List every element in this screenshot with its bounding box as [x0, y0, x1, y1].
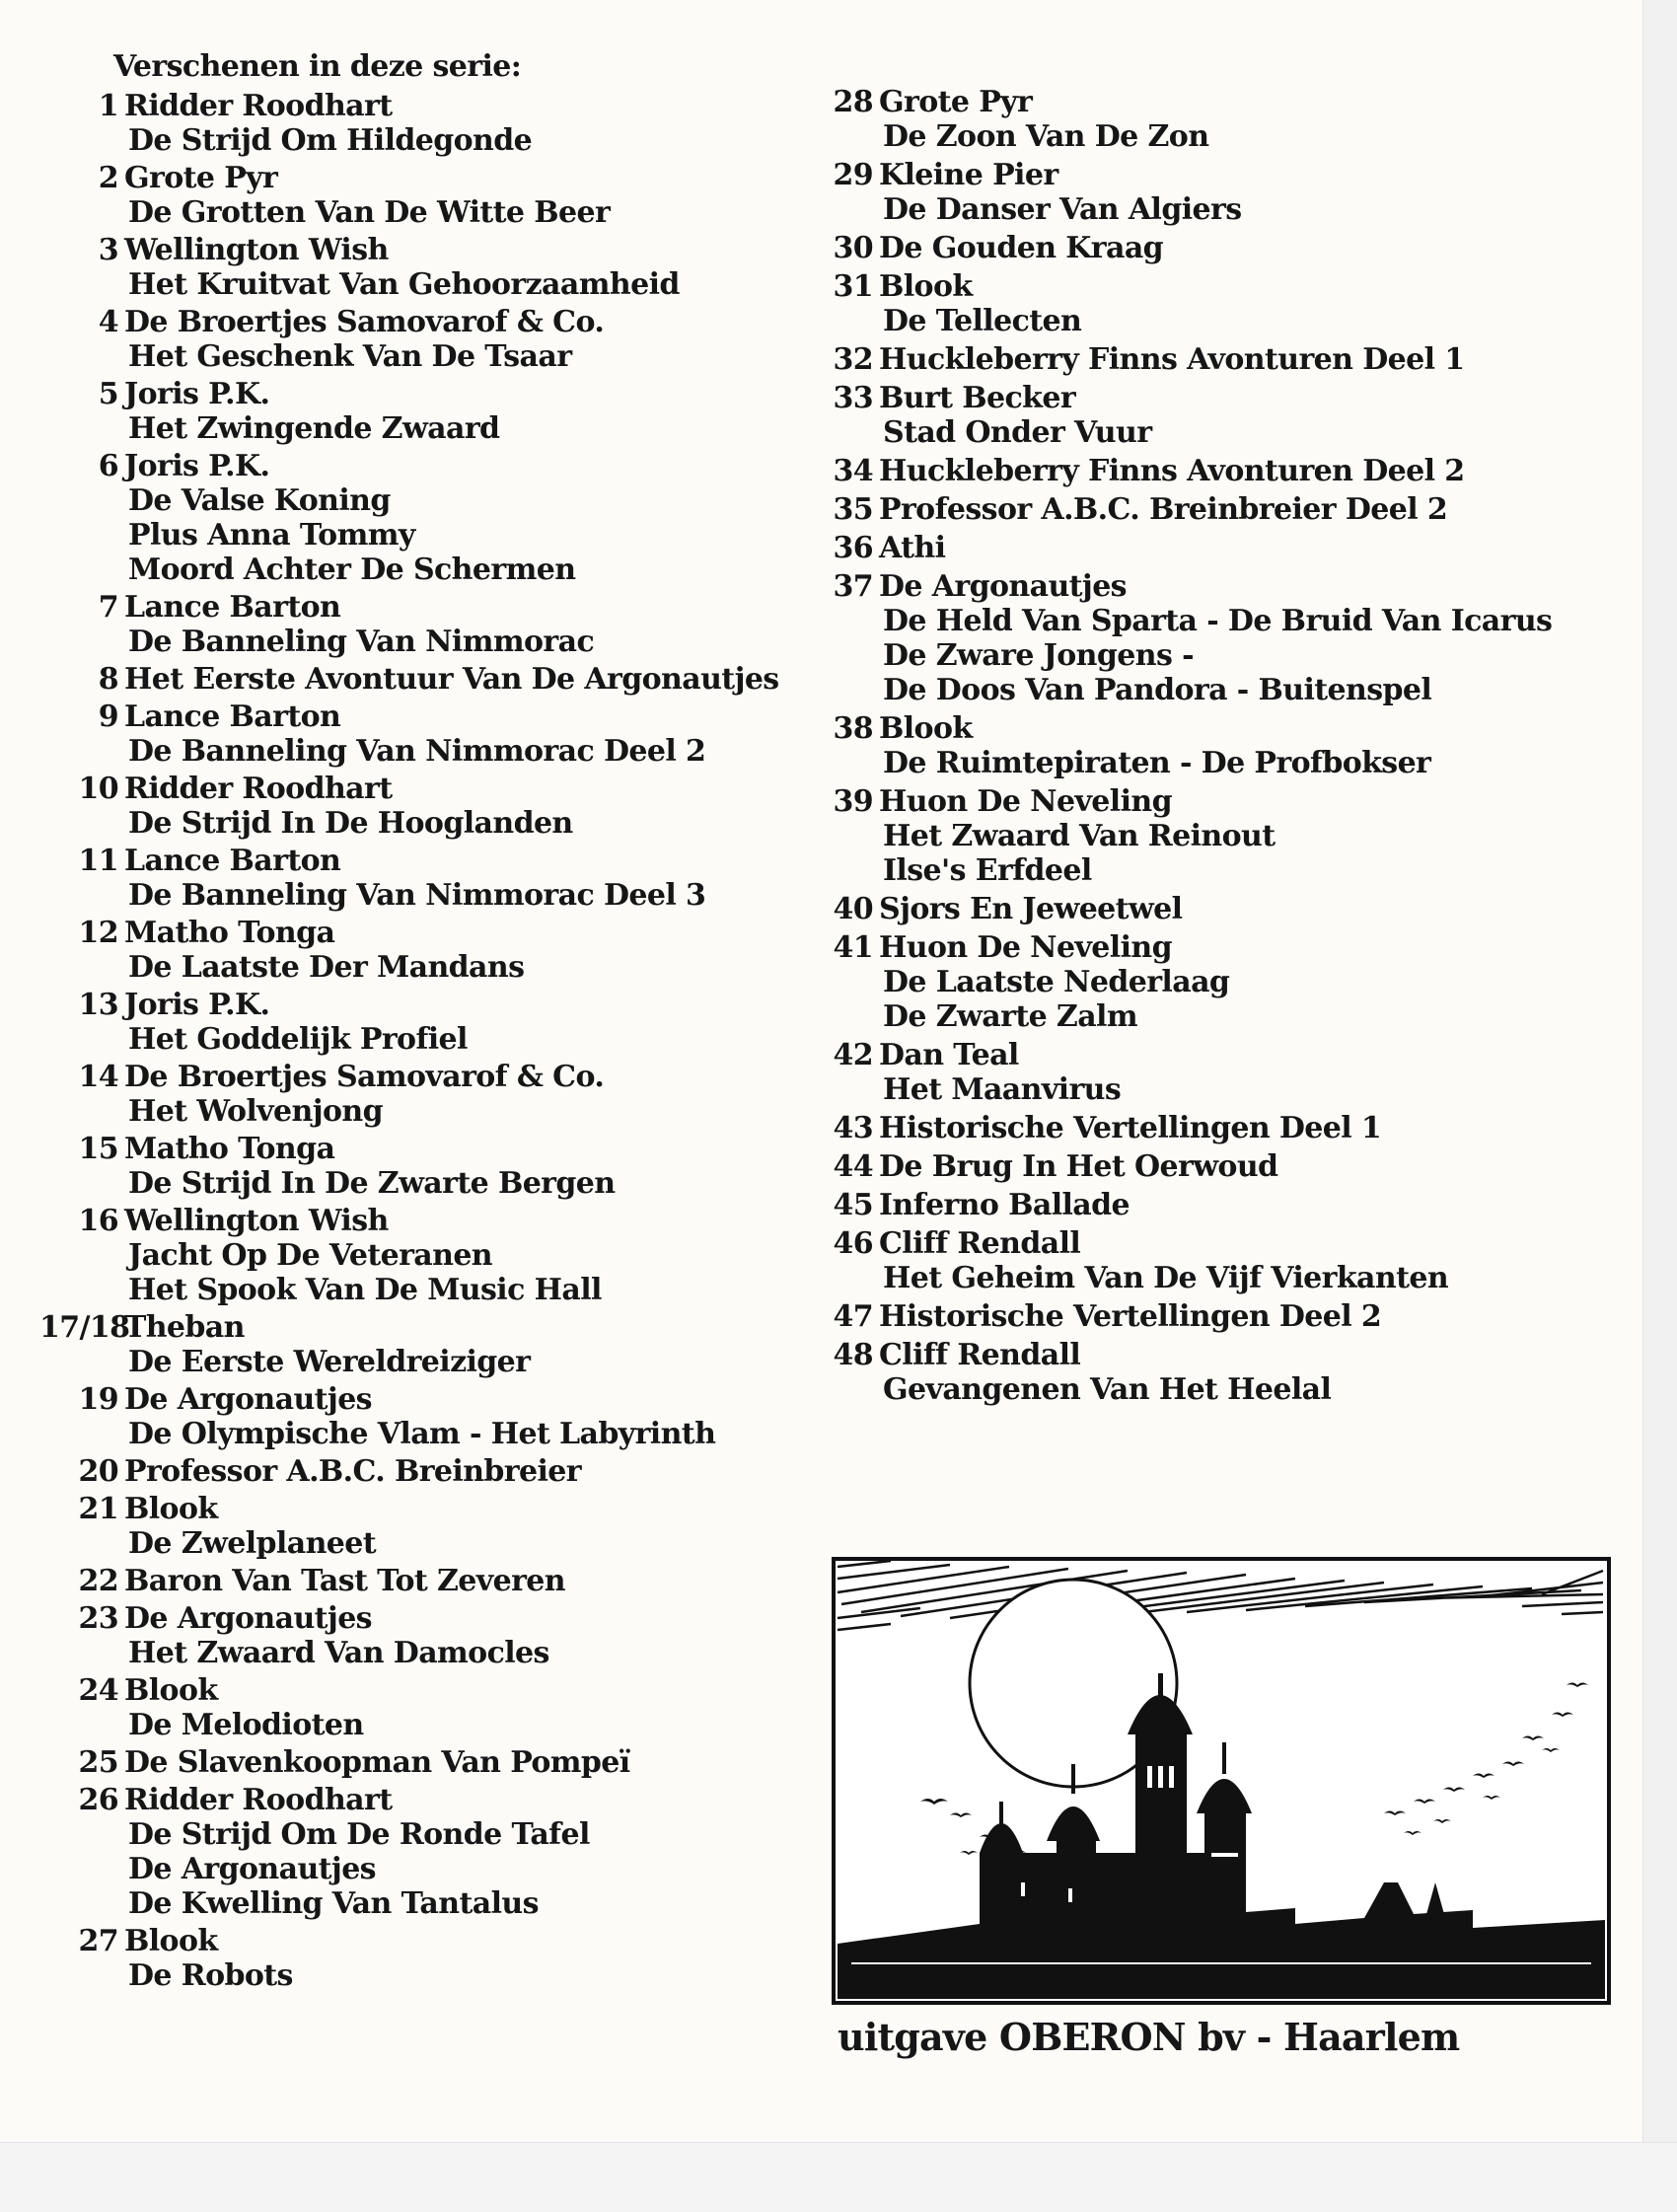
series-entry — [794, 784, 1603, 888]
series-entry — [39, 988, 789, 1057]
series-entry — [794, 1226, 1603, 1295]
entry-number: 34 — [833, 454, 873, 488]
entry-subtitle: Moord Achter De Schermen — [128, 553, 576, 587]
entry-title: De Broertjes Samovarof & Co. — [124, 305, 605, 339]
series-list-right — [794, 85, 1603, 1411]
entry-number: 22 — [78, 1564, 118, 1598]
series-entry — [794, 454, 1603, 488]
entry-number: 48 — [833, 1338, 873, 1372]
entry-title: Joris P.K. — [124, 449, 270, 483]
entry-number: 46 — [833, 1226, 873, 1261]
entry-subtitle: Ilse's Erfdeel — [883, 853, 1092, 888]
entry-title: Ridder Roodhart — [124, 772, 393, 806]
entry-title: Cliff Rendall — [879, 1338, 1081, 1372]
entry-title: Athi — [879, 531, 946, 565]
entry-subtitle: Het Maanvirus — [883, 1072, 1122, 1107]
entry-number: 41 — [833, 930, 873, 965]
entry-subtitle: Het Geheim Van De Vijf Vierkanten — [883, 1261, 1449, 1295]
entry-subtitle: Het Zwaard Van Reinout — [883, 819, 1276, 853]
entry-title: De Slavenkoopman Van Pompeï — [124, 1745, 630, 1780]
entry-title: Matho Tonga — [124, 1132, 335, 1166]
series-entry — [794, 85, 1603, 154]
entry-title: Cliff Rendall — [879, 1226, 1081, 1261]
entry-subtitle: Plus Anna Tommy — [128, 518, 415, 553]
series-entry — [39, 1132, 789, 1201]
entry-number: 45 — [833, 1188, 873, 1222]
entry-subtitle: De Tellecten — [883, 304, 1082, 338]
series-entry — [794, 158, 1603, 227]
entry-number: 17/18 — [39, 1310, 130, 1345]
entry-subtitle: De Melodioten — [128, 1708, 364, 1742]
entry-number: 21 — [78, 1492, 118, 1526]
entry-subtitle: De Strijd In De Hooglanden — [128, 806, 573, 841]
series-entry — [39, 1601, 789, 1670]
entry-title: Baron Van Tast Tot Zeveren — [124, 1564, 565, 1598]
entry-title: Blook — [124, 1492, 218, 1526]
entry-title: Matho Tonga — [124, 916, 335, 950]
entry-number: 47 — [833, 1299, 873, 1334]
series-entry — [794, 492, 1603, 527]
entry-subtitle: De Zware Jongens - — [883, 638, 1194, 673]
series-entry — [39, 449, 789, 587]
entry-number: 5 — [98, 377, 118, 411]
entry-number: 26 — [78, 1783, 118, 1817]
entry-subtitle: De Banneling Van Nimmorac — [128, 625, 595, 659]
entry-subtitle: De Laatste Der Mandans — [128, 950, 525, 985]
series-heading: Verschenen in deze serie: — [113, 49, 522, 84]
entry-subtitle: De Banneling Van Nimmorac Deel 2 — [128, 734, 706, 769]
entry-title: Professor A.B.C. Breinbreier Deel 2 — [879, 492, 1448, 527]
entry-title: Ridder Roodhart — [124, 1783, 393, 1817]
entry-number: 2 — [98, 161, 118, 195]
series-entry — [39, 1564, 789, 1598]
entry-title: Historische Vertellingen Deel 2 — [879, 1299, 1382, 1334]
entry-title: Dan Teal — [879, 1038, 1019, 1072]
series-entry — [794, 711, 1603, 780]
series-entry — [39, 844, 789, 913]
entry-subtitle: De Strijd Om Hildegonde — [128, 123, 533, 158]
entry-title: Wellington Wish — [124, 233, 389, 267]
series-entry — [794, 269, 1603, 338]
page-bottom-edge — [0, 2142, 1677, 2212]
entry-number: 27 — [78, 1924, 118, 1958]
series-entry — [39, 305, 789, 374]
entry-number: 30 — [833, 231, 873, 265]
entry-number: 38 — [833, 711, 873, 746]
series-entry — [39, 590, 789, 659]
entry-number: 3 — [98, 233, 118, 267]
entry-number: 11 — [78, 844, 118, 878]
entry-number: 33 — [833, 381, 873, 415]
series-entry — [39, 1924, 789, 1993]
entry-title: Huon De Neveling — [879, 784, 1172, 819]
entry-subtitle: De Banneling Van Nimmorac Deel 3 — [128, 878, 706, 913]
entry-title: Inferno Ballade — [879, 1188, 1130, 1222]
series-entry — [794, 892, 1603, 926]
entry-number: 42 — [833, 1038, 873, 1072]
series-entry — [794, 930, 1603, 1034]
entry-subtitle: Het Zwingende Zwaard — [128, 411, 500, 446]
entry-subtitle: De Zoon Van De Zon — [883, 119, 1209, 154]
entry-number: 12 — [78, 916, 118, 950]
series-entry — [39, 700, 789, 769]
entry-title: De Broertjes Samovarof & Co. — [124, 1060, 605, 1094]
entry-subtitle: De Strijd In De Zwarte Bergen — [128, 1166, 616, 1201]
entry-number: 32 — [833, 342, 873, 377]
entry-subtitle: De Valse Koning — [128, 483, 391, 518]
entry-subtitle: De Laatste Nederlaag — [883, 965, 1230, 999]
series-entry — [39, 89, 789, 158]
series-entry — [794, 342, 1603, 377]
entry-title: De Argonautjes — [879, 569, 1127, 604]
entry-number: 1 — [98, 89, 118, 123]
entry-title: Blook — [879, 269, 973, 304]
series-entry — [39, 916, 789, 985]
entry-number: 8 — [98, 662, 118, 697]
entry-title: De Argonautjes — [124, 1601, 372, 1636]
entry-subtitle: De Grotten Van De Witte Beer — [128, 195, 611, 230]
entry-subtitle: De Zwelplaneet — [128, 1526, 377, 1561]
entry-subtitle: De Held Van Sparta - De Bruid Van Icarus — [883, 604, 1553, 638]
entry-subtitle: De Ruimtepiraten - De Profbokser — [883, 746, 1431, 780]
entry-subtitle: De Argonautjes — [128, 1852, 376, 1886]
entry-title: De Brug In Het Oerwoud — [879, 1149, 1278, 1184]
entry-title: Ridder Roodhart — [124, 89, 393, 123]
entry-subtitle: Het Goddelijk Profiel — [128, 1022, 468, 1057]
series-entry — [794, 231, 1603, 265]
entry-title: Wellington Wish — [124, 1204, 389, 1238]
entry-title: Blook — [124, 1673, 218, 1708]
publisher-imprint: uitgave OBERON bv - Haarlem — [838, 2015, 1460, 2059]
entry-number: 20 — [78, 1454, 118, 1489]
entry-title: Historische Vertellingen Deel 1 — [879, 1111, 1382, 1145]
series-entry — [794, 569, 1603, 707]
entry-title: Theban — [124, 1310, 245, 1345]
entry-title: Professor A.B.C. Breinbreier — [124, 1454, 581, 1489]
series-entry — [794, 381, 1603, 450]
entry-title: Kleine Pier — [879, 158, 1058, 192]
entry-title: Grote Pyr — [879, 85, 1033, 119]
entry-subtitle: Het Zwaard Van Damocles — [128, 1636, 549, 1670]
entry-number: 10 — [78, 772, 118, 806]
series-entry — [39, 233, 789, 302]
entry-subtitle: Gevangenen Van Het Heelal — [883, 1372, 1332, 1407]
entry-subtitle: Jacht Op De Veteranen — [128, 1238, 493, 1273]
entry-number: 37 — [833, 569, 873, 604]
entry-subtitle: De Kwelling Van Tantalus — [128, 1886, 539, 1921]
series-entry — [39, 662, 789, 697]
skyline-illustration — [832, 1557, 1611, 2005]
entry-number: 24 — [78, 1673, 118, 1708]
entry-subtitle: Het Kruitvat Van Gehoorzaamheid — [128, 267, 680, 302]
series-list-left — [39, 89, 789, 1996]
series-entry — [794, 1188, 1603, 1222]
entry-number: 6 — [98, 449, 118, 483]
entry-title: Burt Becker — [879, 381, 1076, 415]
series-entry — [39, 1783, 789, 1921]
entry-title: Blook — [879, 711, 973, 746]
entry-subtitle: De Danser Van Algiers — [883, 192, 1242, 227]
entry-number: 15 — [78, 1132, 118, 1166]
series-entry — [794, 1149, 1603, 1184]
entry-title: De Argonautjes — [124, 1382, 372, 1417]
series-entry — [39, 377, 789, 446]
entry-subtitle: Het Wolvenjong — [128, 1094, 383, 1129]
entry-number: 39 — [833, 784, 873, 819]
entry-title: Lance Barton — [124, 700, 341, 734]
series-entry — [39, 1492, 789, 1561]
entry-title: Huckleberry Finns Avonturen Deel 2 — [879, 454, 1465, 488]
series-entry — [39, 1204, 789, 1307]
entry-number: 44 — [833, 1149, 873, 1184]
series-entry — [39, 1454, 789, 1489]
entry-number: 13 — [78, 988, 118, 1022]
entry-title: Grote Pyr — [124, 161, 278, 195]
entry-number: 14 — [78, 1060, 118, 1094]
entry-subtitle: De Olympische Vlam - Het Labyrinth — [128, 1417, 716, 1451]
entry-subtitle: De Zwarte Zalm — [883, 999, 1137, 1034]
entry-subtitle: De Strijd Om De Ronde Tafel — [128, 1817, 590, 1852]
series-entry — [39, 1673, 789, 1742]
entry-subtitle: Het Spook Van De Music Hall — [128, 1273, 602, 1307]
entry-number: 43 — [833, 1111, 873, 1145]
entry-number: 16 — [78, 1204, 118, 1238]
series-entry — [39, 1060, 789, 1129]
entry-subtitle: De Doos Van Pandora - Buitenspel — [883, 673, 1432, 707]
entry-number: 36 — [833, 531, 873, 565]
series-entry — [39, 1310, 789, 1379]
series-entry — [39, 1745, 789, 1780]
series-entry — [39, 1382, 789, 1451]
entry-subtitle: De Eerste Wereldreiziger — [128, 1345, 531, 1379]
entry-number: 35 — [833, 492, 873, 527]
entry-title: Lance Barton — [124, 590, 341, 625]
entry-number: 28 — [833, 85, 873, 119]
entry-title: De Gouden Kraag — [879, 231, 1164, 265]
entry-title: Blook — [124, 1924, 218, 1958]
series-entry — [794, 1338, 1603, 1407]
entry-number: 29 — [833, 158, 873, 192]
entry-number: 9 — [98, 700, 118, 734]
entry-title: Het Eerste Avontuur Van De Argonautjes — [124, 662, 779, 697]
series-entry — [39, 772, 789, 841]
entry-number: 7 — [98, 590, 118, 625]
entry-number: 4 — [98, 305, 118, 339]
entry-title: Huon De Neveling — [879, 930, 1172, 965]
entry-number: 25 — [78, 1745, 118, 1780]
series-entry — [794, 1111, 1603, 1145]
series-entry — [39, 161, 789, 230]
series-entry — [794, 1038, 1603, 1107]
entry-title: Huckleberry Finns Avonturen Deel 1 — [879, 342, 1465, 377]
entry-subtitle: Stad Onder Vuur — [883, 415, 1152, 450]
page-edge — [1642, 0, 1677, 2212]
entry-number: 19 — [78, 1382, 118, 1417]
entry-title: Joris P.K. — [124, 988, 270, 1022]
entry-title: Lance Barton — [124, 844, 341, 878]
entry-title: Sjors En Jeweetwel — [879, 892, 1183, 926]
entry-number: 40 — [833, 892, 873, 926]
entry-title: Joris P.K. — [124, 377, 270, 411]
entry-subtitle: De Robots — [128, 1958, 293, 1993]
series-entry — [794, 531, 1603, 565]
entry-number: 23 — [78, 1601, 118, 1636]
entry-number: 31 — [833, 269, 873, 304]
series-entry — [794, 1299, 1603, 1334]
entry-subtitle: Het Geschenk Van De Tsaar — [128, 339, 572, 374]
